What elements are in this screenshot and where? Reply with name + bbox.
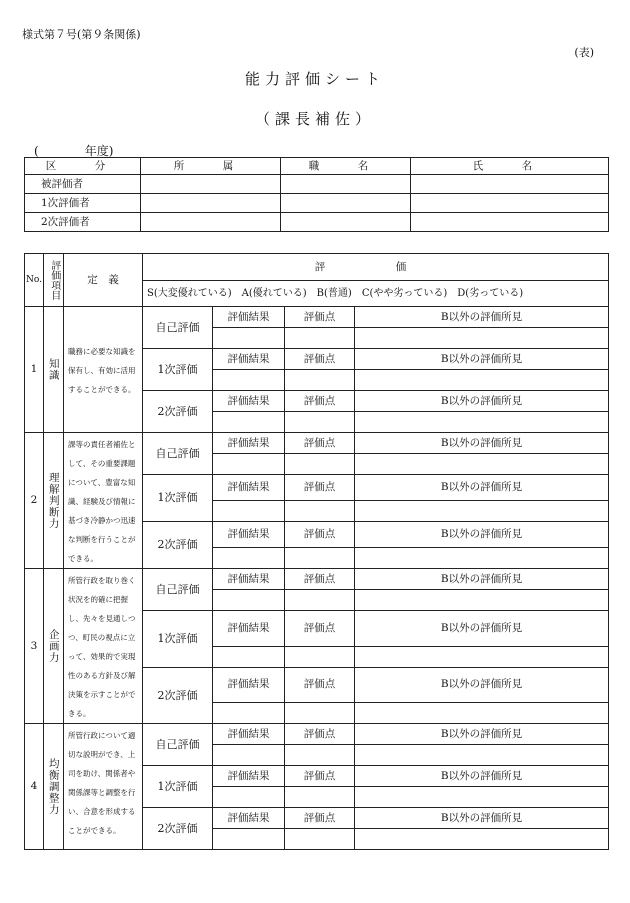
- stage-label-second: 2次評価: [143, 522, 213, 569]
- point-header: 評価点: [285, 667, 355, 703]
- point-header: 評価点: [285, 349, 355, 370]
- item-name: 理解判断力: [47, 471, 60, 530]
- item-name: 均衡調整力: [47, 757, 60, 816]
- result-header: 評価結果: [213, 391, 285, 412]
- comment-header: B以外の評価所見: [355, 724, 609, 745]
- stage-label-first: 1次評価: [143, 766, 213, 808]
- item-name: 知識: [47, 358, 60, 381]
- result-header: 評価結果: [213, 808, 285, 829]
- coordination-self-point-field[interactable]: [285, 745, 355, 766]
- planning-first-point-field[interactable]: [285, 646, 355, 667]
- planning-second-point-field[interactable]: [285, 703, 355, 724]
- stage-label-first: 1次評価: [143, 475, 213, 522]
- second-evaluator-name-field[interactable]: [411, 213, 609, 232]
- planning-second-comment-field[interactable]: [355, 703, 609, 724]
- comment-header: B以外の評価所見: [355, 522, 609, 548]
- item-number: 2: [25, 433, 44, 569]
- item-name-cell: [44, 433, 64, 569]
- comment-header: B以外の評価所見: [355, 611, 609, 647]
- item-number: 4: [25, 724, 44, 850]
- point-header: 評価点: [285, 569, 355, 590]
- coordination-self-comment-field[interactable]: [355, 745, 609, 766]
- header-no: No.: [25, 254, 44, 307]
- comment-header: B以外の評価所見: [355, 307, 609, 328]
- judgment-self-point-field[interactable]: [285, 454, 355, 475]
- point-header: 評価点: [285, 391, 355, 412]
- row-evaluatee: 被評価者: [25, 175, 141, 194]
- evaluatee-name-field[interactable]: [411, 175, 609, 194]
- point-header: 評価点: [285, 808, 355, 829]
- planning-self-comment-field[interactable]: [355, 590, 609, 611]
- stage-label-first: 1次評価: [143, 349, 213, 391]
- result-header: 評価結果: [213, 724, 285, 745]
- page-title: 能力評価シート: [244, 70, 385, 88]
- knowledge-self-result-field[interactable]: [213, 328, 285, 349]
- col-department: 所 属: [141, 158, 281, 175]
- second-evaluator-position-field[interactable]: [281, 213, 411, 232]
- result-header: 評価結果: [213, 475, 285, 501]
- row-second-evaluator: 2次評価者: [25, 213, 141, 232]
- coordination-second-comment-field[interactable]: [355, 829, 609, 850]
- judgment-second-point-field[interactable]: [285, 548, 355, 569]
- point-header: 評価点: [285, 307, 355, 328]
- stage-label-self: 自己評価: [143, 724, 213, 766]
- coordination-self-result-field[interactable]: [213, 745, 285, 766]
- header-item: [44, 254, 64, 307]
- stage-label-self: 自己評価: [143, 433, 213, 475]
- planning-second-result-field[interactable]: [213, 703, 285, 724]
- judgment-self-comment-field[interactable]: [355, 454, 609, 475]
- item-number: 3: [25, 569, 44, 724]
- knowledge-first-point-field[interactable]: [285, 370, 355, 391]
- comment-header: B以外の評価所見: [355, 349, 609, 370]
- result-header: 評価結果: [213, 307, 285, 328]
- coordination-first-comment-field[interactable]: [355, 787, 609, 808]
- header-evaluation: 評 価: [143, 254, 609, 281]
- coordination-second-result-field[interactable]: [213, 829, 285, 850]
- knowledge-second-point-field[interactable]: [285, 412, 355, 433]
- coordination-second-point-field[interactable]: [285, 829, 355, 850]
- point-header: 評価点: [285, 724, 355, 745]
- evaluatee-department-field[interactable]: [141, 175, 281, 194]
- result-header: 評価結果: [213, 611, 285, 647]
- judgment-first-result-field[interactable]: [213, 501, 285, 522]
- stage-label-second: 2次評価: [143, 808, 213, 850]
- judgment-first-point-field[interactable]: [285, 501, 355, 522]
- header-item-text: 評価項目: [48, 260, 60, 300]
- judgment-second-result-field[interactable]: [213, 548, 285, 569]
- comment-header: B以外の評価所見: [355, 766, 609, 787]
- first-evaluator-position-field[interactable]: [281, 194, 411, 213]
- stage-label-second: 2次評価: [143, 391, 213, 433]
- planning-first-result-field[interactable]: [213, 646, 285, 667]
- item-name-cell: [44, 569, 64, 724]
- stage-label-first: 1次評価: [143, 611, 213, 668]
- knowledge-self-comment-field[interactable]: [355, 328, 609, 349]
- stage-label-self: 自己評価: [143, 307, 213, 349]
- item-number: 1: [25, 307, 44, 433]
- knowledge-second-comment-field[interactable]: [355, 412, 609, 433]
- point-header: 評価点: [285, 766, 355, 787]
- point-header: 評価点: [285, 433, 355, 454]
- point-header: 評価点: [285, 475, 355, 501]
- point-header: 評価点: [285, 522, 355, 548]
- col-category: 区 分: [25, 158, 141, 175]
- result-header: 評価結果: [213, 766, 285, 787]
- front-label: (表): [574, 46, 594, 59]
- item-name: 企画力: [47, 628, 60, 664]
- point-header: 評価点: [285, 611, 355, 647]
- item-name-cell: [44, 724, 64, 850]
- planning-self-result-field[interactable]: [213, 590, 285, 611]
- knowledge-first-comment-field[interactable]: [355, 370, 609, 391]
- comment-header: B以外の評価所見: [355, 433, 609, 454]
- rating-scale: S(大変優れている) A(優れている) B(普通) C(やや劣っている) D(劣っている): [143, 281, 609, 307]
- coordination-first-result-field[interactable]: [213, 787, 285, 808]
- second-evaluator-department-field[interactable]: [141, 213, 281, 232]
- result-header: 評価結果: [213, 569, 285, 590]
- comment-header: B以外の評価所見: [355, 569, 609, 590]
- stage-label-second: 2次評価: [143, 667, 213, 724]
- judgment-second-comment-field[interactable]: [355, 548, 609, 569]
- judgment-first-comment-field[interactable]: [355, 501, 609, 522]
- row-first-evaluator: 1次評価者: [25, 194, 141, 213]
- item-definition: 所管行政について適切な説明ができ、上司を助け、関係者や関係課等と調整を行い、合意を形成することができる。: [64, 724, 143, 850]
- coordination-first-point-field[interactable]: [285, 787, 355, 808]
- result-header: 評価結果: [213, 433, 285, 454]
- ability-evaluation-table: [24, 253, 609, 850]
- result-header: 評価結果: [213, 349, 285, 370]
- evaluator-info-table: [24, 157, 609, 232]
- page-subtitle: （課長補佐）: [254, 110, 375, 128]
- item-name-cell: [44, 307, 64, 433]
- comment-header: B以外の評価所見: [355, 391, 609, 412]
- col-position: 職 名: [281, 158, 411, 175]
- col-name: 氏 名: [411, 158, 609, 175]
- result-header: 評価結果: [213, 667, 285, 703]
- comment-header: B以外の評価所見: [355, 667, 609, 703]
- result-header: 評価結果: [213, 522, 285, 548]
- stage-label-self: 自己評価: [143, 569, 213, 611]
- judgment-self-result-field[interactable]: [213, 454, 285, 475]
- planning-first-comment-field[interactable]: [355, 646, 609, 667]
- evaluatee-position-field[interactable]: [281, 175, 411, 194]
- header-definition: 定 義: [64, 254, 143, 307]
- form-number: 様式第７号(第９条関係): [22, 28, 141, 41]
- first-evaluator-department-field[interactable]: [141, 194, 281, 213]
- item-definition: 課等の責任者補佐として、その重要課題について、豊富な知識、経験及び情報に基づき冷静かつ迅速な判断を行うことができる。: [64, 433, 143, 569]
- item-definition: 職務に必要な知識を保有し、有効に活用することができる。: [64, 307, 143, 433]
- comment-header: B以外の評価所見: [355, 475, 609, 501]
- fiscal-year-open: (: [34, 144, 39, 158]
- knowledge-second-result-field[interactable]: [213, 412, 285, 433]
- item-definition: 所管行政を取り巻く状況を的確に把握し、先々を見通しつつ、町民の視点に立って、効果的で実現性のある方針及び解決策を示すことができる。: [64, 569, 143, 724]
- knowledge-first-result-field[interactable]: [213, 370, 285, 391]
- knowledge-self-point-field[interactable]: [285, 328, 355, 349]
- comment-header: B以外の評価所見: [355, 808, 609, 829]
- planning-self-point-field[interactable]: [285, 590, 355, 611]
- fiscal-year-label: 年度): [84, 144, 114, 158]
- first-evaluator-name-field[interactable]: [411, 194, 609, 213]
